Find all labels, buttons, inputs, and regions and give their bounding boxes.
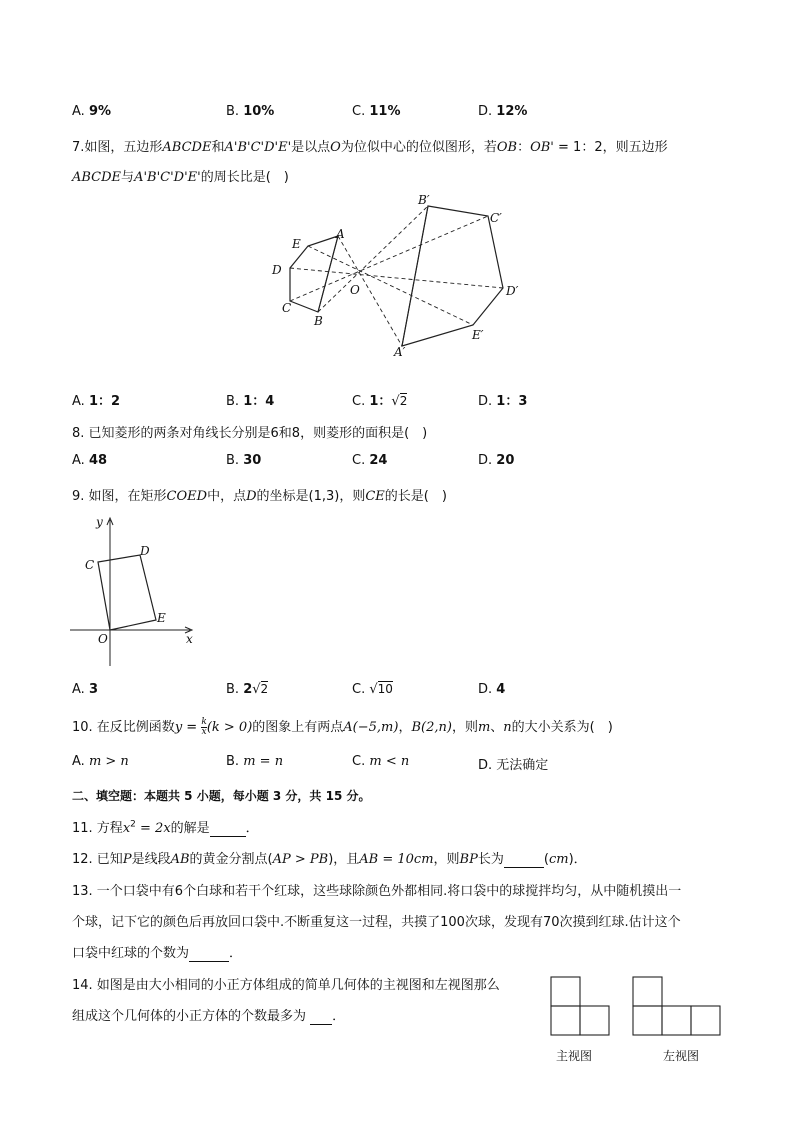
q10-stem: 10. 在反比例函数y = $\frac{k}{x}$ (k > 0)的图象上有两点A(−5,m)，B(2,n)，则m、n的大小关系为( ) (72, 717, 613, 737)
label-C: C (282, 301, 292, 315)
label-E: E (157, 611, 166, 625)
q6-option-b: B. 10% (226, 104, 275, 119)
q9-option-b: B. 2√2 (226, 682, 269, 697)
q13-stem-line2: 个球，记下它的颜色后再放回口袋中.不断重复这一过程，共摸了100次球，发现有70次摸到红球.估计这个 (72, 915, 681, 930)
label-C: C (85, 558, 95, 572)
q8-option-b: B. 30 (226, 453, 262, 468)
q7-option-a: A. 1：2 (72, 394, 121, 409)
section-2-title: 二、填空题：本题共 5 小题，每小题 3 分，共 15 分。 (72, 789, 371, 803)
q14-answer-blank[interactable] (310, 1009, 332, 1025)
q7-option-c: C. 1：√2 (352, 394, 408, 409)
label-y-axis: y (96, 515, 103, 529)
label-D: D (272, 263, 282, 277)
q7-stem-line2: ABCDE与A'B'C'D'E'的周长比是( ) (72, 170, 289, 185)
q14-front-view (549, 975, 613, 1037)
label-O: O (350, 283, 360, 297)
q12-answer-blank[interactable] (504, 852, 544, 868)
label-D-prime: D′ (506, 284, 519, 298)
q9-stem: 9. 如图，在矩形COED中，点D的坐标是(1,3)，则CE的长是( ) (72, 489, 447, 504)
q11-answer-blank[interactable] (210, 821, 246, 837)
label-A-prime: A′ (394, 345, 406, 359)
q10-option-d: D. 无法确定 (478, 758, 549, 773)
label-C-prime: C′ (490, 211, 502, 225)
label-B-prime: B′ (418, 193, 430, 207)
label-D: D (140, 544, 150, 558)
q6-option-a: A. 9% (72, 104, 112, 119)
q14-stem-line1: 14. 如图是由大小相同的小正方体组成的简单几何体的主视图和左视图那么 (72, 978, 500, 993)
q14-left-view (631, 975, 725, 1037)
q9-option-c: C. √10 (352, 682, 393, 697)
q10-option-b: B. m = n (226, 754, 284, 769)
q7-option-b: B. 1：4 (226, 394, 275, 409)
label-E: E (292, 237, 301, 251)
q9-option-d: D. 4 (478, 682, 506, 697)
q9-coordinate-figure (66, 512, 202, 670)
label-E-prime: E′ (472, 328, 484, 342)
label-x-axis: x (186, 632, 193, 646)
q13-stem-line3: 口袋中红球的个数为 ． (72, 946, 243, 961)
q9-option-a: A. 3 (72, 682, 98, 697)
q8-option-c: C. 24 (352, 453, 388, 468)
q6-option-c: C. 11% (352, 104, 401, 119)
q14-left-view-label: 左视图 (663, 1049, 700, 1063)
q12-stem: 12. 已知P是线段AB的黄金分割点(AP > PB)，且AB = 10cm，则BP长为 (cm)． (72, 852, 587, 867)
q6-option-d: D. 12% (478, 104, 528, 119)
q7-homothety-figure (260, 188, 540, 363)
q14-stem-line2: 组成这个几何体的小正方体的个数最多为 ． (72, 1009, 346, 1024)
q10-option-a: A. m > n (72, 754, 129, 769)
q7-option-d: D. 1：3 (478, 394, 528, 409)
q14-front-view-label: 主视图 (556, 1049, 593, 1063)
label-B: B (314, 314, 323, 328)
q8-option-a: A. 48 (72, 453, 108, 468)
q13-stem-line1: 13. 一个口袋中有6个白球和若干个红球，这些球除颜色外都相同.将口袋中的球搅拌均匀，从中随机摸出一 (72, 884, 682, 899)
q10-option-c: C. m < n (352, 754, 410, 769)
q13-answer-blank[interactable] (189, 946, 229, 962)
label-A: A (336, 227, 345, 241)
label-O: O (98, 632, 108, 646)
q7-stem-line1: 7.如图，五边形ABCDE和A'B'C'D'E'是以点O为位似中心的位似图形，若OB：OB' = 1：2，则五边形 (72, 140, 668, 155)
q11-stem: 11. 方程$x^2 = 2x$的解是 ． (72, 819, 259, 836)
q8-stem: 8. 已知菱形的两条对角线长分别是6和8，则菱形的面积是( ) (72, 426, 428, 441)
q8-option-d: D. 20 (478, 453, 515, 468)
